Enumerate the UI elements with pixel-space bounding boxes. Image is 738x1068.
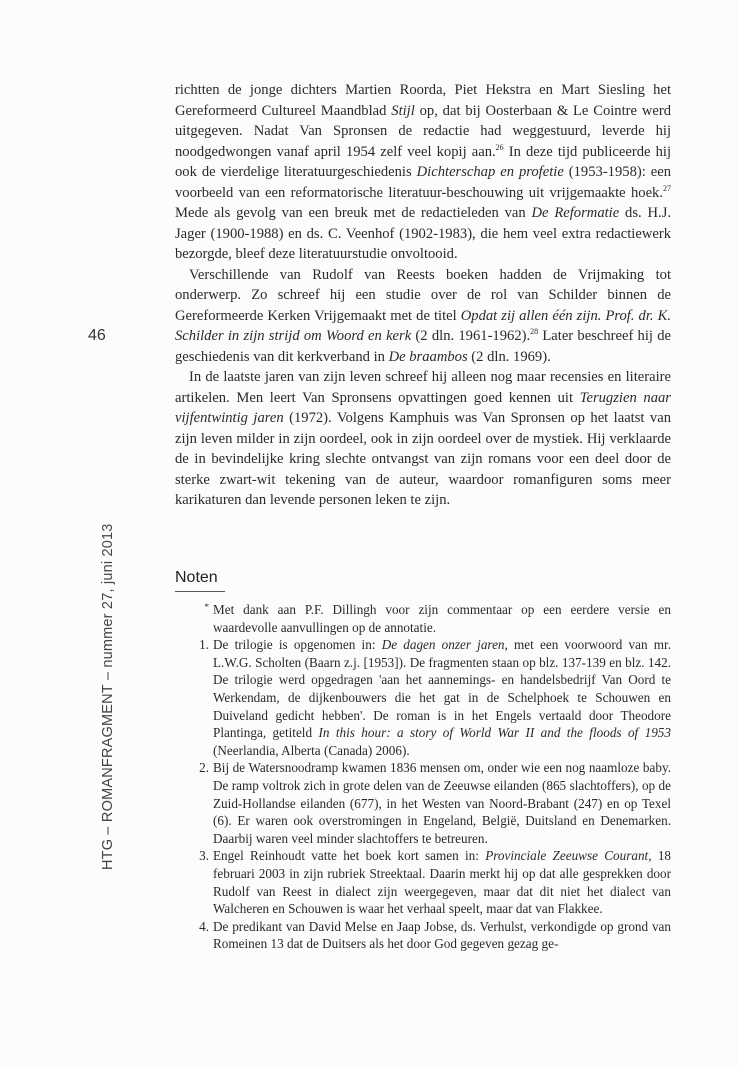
footnote-ref-27: 27 <box>663 183 671 193</box>
title-terugzien: Terugzien naar vijfentwintig jaren <box>175 389 671 426</box>
notes-divider <box>175 591 225 592</box>
note-marker: 3. <box>199 848 209 864</box>
notes-heading: Noten <box>175 569 218 586</box>
note-marker: 1. <box>199 637 209 653</box>
title-stijl: Stijl <box>391 102 415 119</box>
paragraph-1: richtten de jonge dichters Martien Roorda, Piet Hekstra en Mart Siesling het Gereformeerd Cultureel Maandblad Stijl op, dat bij Oosterbaan & Le Cointre werd uitgegeven. Nadat Van Spronsen de redactie had weggestuurd, leverde hij noodgedwongen vanaf april 1954 zelf veel kopij aan.$^{26}$ In deze tijd publiceerde hij ook de vierdelige literatuurgeschiedenis Dichterschap en profetie (1953-1958): een voorbeeld van een reformatorische literatuur-beschouwing uit vrijgemaakte hoek.$^{27}$ Mede als gevolg van een breuk met de redactieleden van De Reformatie ds. H.J. Jager (1900-1988) en ds. C. Veenhof (1902-1983), die hem veel extra redactiewerk bezorgde, bleef deze literatuurstudie onvoltooid. <box>175 82 672 262</box>
footnote-ref-26: 26 <box>495 142 504 152</box>
note-acknowledgement: * Met dank aan P.F. Dillingh voor zijn commentaar op een eerdere versie en waardevolle aanvullingen op de annotatie. <box>213 601 671 636</box>
paragraph-3: In de laatste jaren van zijn leven schreef hij alleen nog maar recensies en literaire artikelen. Men leert Van Spronsens opvattingen goed kennen uit Terugzien naar vijfentwintig jaren (1972). Volgens Kamphuis was Van Spronsen op het laatst van zijn leven milder in zijn oordeel, ook in zijn oordeel over de mystiek. Hij verklaarde de in bevindelijke kring slechte ontvangst van zijn romans voor een deel door de sterke zwart-wit tekening van de auteur, waardoor romanfiguren soms meer karikaturen dan levende personen leken te zijn. <box>175 369 671 508</box>
note-2: 2. Bij de Watersnoodramp kwamen 1836 mensen om, onder wie een nog naamloze baby. De ramp voltrok zich in grote delen van de Zeeuwse eilanden (865 slachtoffers), op de Zuid-Hollandse eilanden (677), in het Westen van Noord-Brabant (247) en op Texel (6). Er waren ook overstromingen in Engeland, België, Duitsland en Denemarken. Daarbij waren veel minder slachtoffers te betreuren. <box>213 759 671 847</box>
footnote-ref-28: 28 <box>530 327 539 337</box>
note-marker: 4. <box>199 918 209 934</box>
body-text <box>175 80 671 511</box>
note-1: 1. De trilogie is opgenomen in: De dagen onzer jaren, met een voorwoord van mr. L.W.G. Scholten (Baarn z.j. [1953]). De fragmenten staan op blz. 137-139 en blz. 142. De trilogie werd opgedragen 'aan het aannemings- en handelsbedrijf Van Oord te Werkendam, de dijkenbouwers die het gat in de Schelphoek te Schouwen en Duiveland gedicht hebben'. De roman is in het Engels vertaald door Theodore Plantinga, getiteld In this hour: a story of World War II and the floods of 1953 (Neerlandia, Alberta (Canada) 2006). <box>213 636 671 759</box>
note-4: 4. De predikant van David Melse en Jaap Jobse, ds. Verhulst, verkondigde op grond van Romeinen 13 dat de Duitsers als het door God gegeven gezag ge- <box>213 918 671 953</box>
title-opdat-zij: Opdat zij allen één zijn. Prof. dr. K. Schilder in zijn strijd om Woord en kerk <box>175 307 671 344</box>
running-head: HTG – ROMANFRAGMENT – nummer 27, juni 2013 <box>100 523 116 870</box>
title-de-reformatie: De Reformatie <box>531 205 620 221</box>
title-de-braambos: De braambos <box>388 348 468 365</box>
title-dichterschap: Dichterschap en profetie <box>416 164 564 180</box>
page-number: 46 <box>88 327 106 344</box>
note-marker: * <box>204 602 209 612</box>
note-marker: 2. <box>199 760 209 776</box>
notes-list <box>199 601 672 953</box>
paragraph-2: Verschillende van Rudolf van Reests boeken hadden de Vrijmaking tot onderwerp. Zo schreef hij een studie over de rol van Schilder binnen de Gereformeerde Kerken Vrijgemaakt met de titel Opdat zij allen één zijn. Prof. dr. K. Schilder in zijn strijd om Woord en kerk (2 dln. 1961-1962).$^{28}$ Later beschreef hij de geschiedenis van dit kerkverband in De braambos (2 dln. 1969). <box>175 266 671 365</box>
note-3: 3. Engel Reinhoudt vatte het boek kort samen in: Provinciale Zeeuwse Courant, 18 februari 2003 in zijn rubriek Streektaal. Daarin merkt hij op dat alle gesprekken door Rudolf van Reest in dialect zijn weergegeven, maar dat dit niet het dialect van Walcheren en Schouwen is waar het verhaal speelt, maar dat van Flakkee. <box>213 847 671 917</box>
